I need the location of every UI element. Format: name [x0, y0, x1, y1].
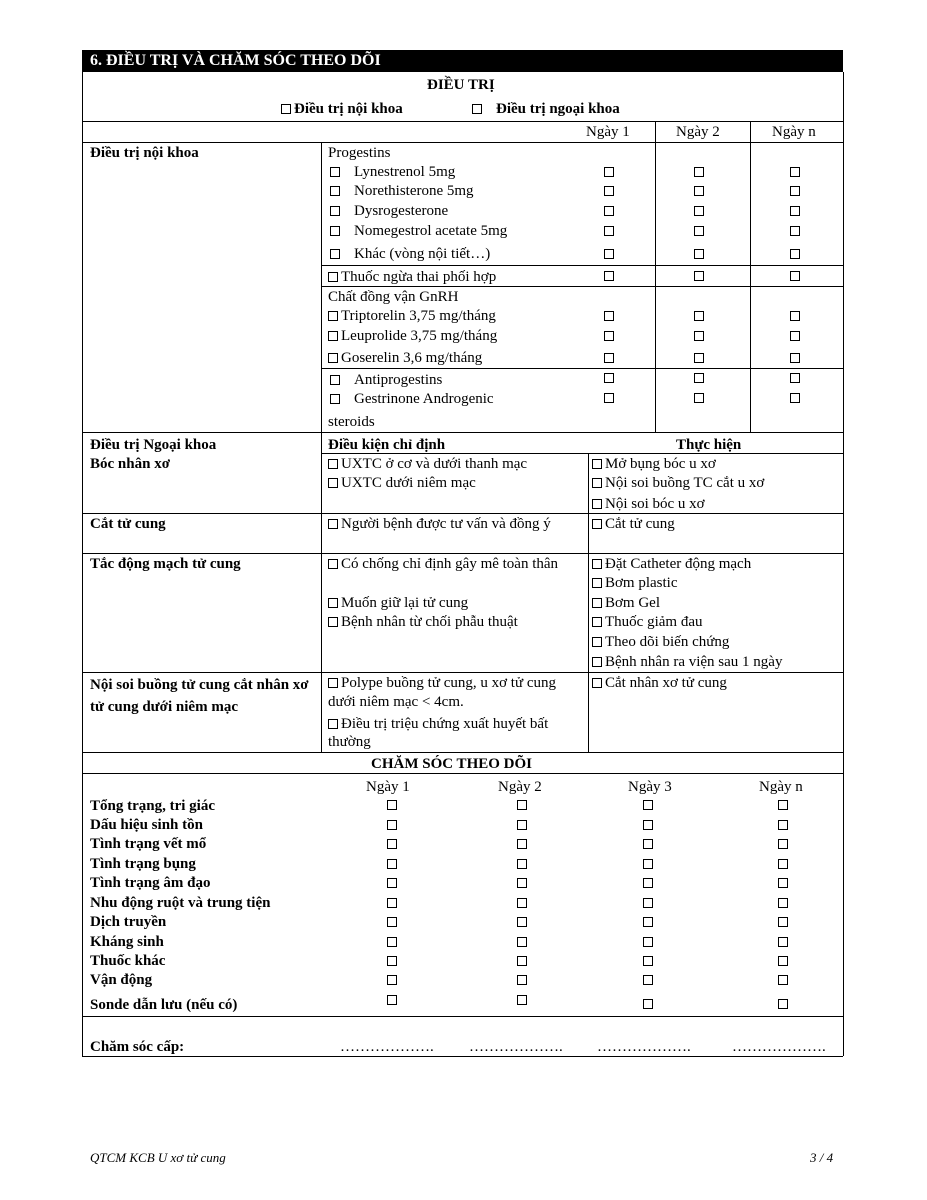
- checkbox-icon[interactable]: [778, 859, 788, 869]
- drug-item[interactable]: Goserelin 3,6 mg/tháng: [328, 349, 482, 367]
- checkbox-icon[interactable]: [778, 898, 788, 908]
- action-item[interactable]: Bệnh nhân ra viện sau 1 ngày: [592, 653, 782, 671]
- checkbox-icon[interactable]: [328, 559, 338, 569]
- drug-item[interactable]: Dysrogesterone: [330, 202, 448, 220]
- checkbox-icon[interactable]: [387, 995, 397, 1005]
- care-day-header: Ngày 3: [628, 779, 672, 795]
- checkbox-icon[interactable]: [790, 353, 800, 363]
- progestins-heading: Progestins: [328, 145, 391, 161]
- checkbox-icon[interactable]: [328, 478, 338, 488]
- col-execution: Thực hiện: [676, 437, 742, 453]
- checkbox-icon[interactable]: [328, 719, 338, 729]
- checkbox-icon[interactable]: [778, 975, 788, 985]
- action-item[interactable]: Bơm plastic: [592, 574, 678, 592]
- surgery-label: Tắc động mạch tử cung: [90, 556, 241, 572]
- care-day-header: Ngày 2: [498, 779, 542, 795]
- drug-item[interactable]: Triptorelin 3,75 mg/tháng: [328, 307, 496, 325]
- checkbox-icon[interactable]: [387, 859, 397, 869]
- day-header-n: Ngày n: [772, 124, 816, 140]
- checkbox-icon[interactable]: [517, 956, 527, 966]
- checkbox-icon[interactable]: [643, 800, 653, 810]
- checkbox-icon[interactable]: [517, 878, 527, 888]
- checkbox-icon[interactable]: [328, 353, 338, 363]
- care-item: Tình trạng âm đạo: [90, 875, 211, 891]
- care-level-field[interactable]: ……………….: [732, 1039, 826, 1055]
- checkbox-icon[interactable]: [517, 995, 527, 1005]
- checkbox-icon[interactable]: [330, 206, 340, 216]
- checkbox-icon[interactable]: [604, 353, 614, 363]
- checkbox-icon[interactable]: [778, 937, 788, 947]
- checkbox-icon[interactable]: [643, 820, 653, 830]
- drug-item[interactable]: Thuốc ngừa thai phối hợp: [328, 268, 496, 286]
- checkbox-icon[interactable]: [643, 898, 653, 908]
- checkbox-icon[interactable]: [328, 678, 338, 688]
- care-item: Tình trạng vết mổ: [90, 836, 207, 852]
- care-item: Tình trạng bụng: [90, 856, 196, 872]
- checkbox-icon[interactable]: [790, 331, 800, 341]
- checkbox-icon[interactable]: [328, 331, 338, 341]
- checkbox-icon[interactable]: [694, 206, 704, 216]
- checkbox-icon[interactable]: [790, 393, 800, 403]
- indication-item[interactable]: Polype buồng tử cung, u xơ tử cung dưới niêm mạc < 4cm.: [328, 675, 557, 710]
- action-item[interactable]: Bơm Gel: [592, 594, 660, 612]
- checkbox-icon[interactable]: [790, 186, 800, 196]
- care-item: Sonde dẫn lưu (nếu có): [90, 997, 238, 1013]
- checkbox-icon[interactable]: [517, 898, 527, 908]
- drug-item[interactable]: Antiprogestins: [330, 371, 442, 389]
- checkbox-icon[interactable]: [790, 167, 800, 177]
- checkbox-icon[interactable]: [328, 459, 338, 469]
- gnrh-heading: Chất đồng vận GnRH: [328, 289, 459, 305]
- care-item: Dịch truyền: [90, 914, 167, 930]
- surgical-label: Điều trị Ngoại khoa: [90, 437, 217, 453]
- checkbox-icon[interactable]: [694, 271, 704, 281]
- checkbox-icon[interactable]: [604, 226, 614, 236]
- checkbox-icon[interactable]: [604, 206, 614, 216]
- treatment-heading: ĐIỀU TRỊ: [427, 77, 495, 93]
- care-level-field[interactable]: ……………….: [597, 1039, 691, 1055]
- checkbox-icon[interactable]: [604, 167, 614, 177]
- surgery-label: Bóc nhân xơ: [90, 456, 170, 472]
- surgery-label: Cắt tử cung: [90, 516, 166, 532]
- checkbox-icon[interactable]: [694, 226, 704, 236]
- checkbox-icon[interactable]: [330, 249, 340, 259]
- drug-item-cont: steroids: [328, 414, 375, 430]
- col-indication: Điều kiện chỉ định: [328, 437, 446, 453]
- action-item[interactable]: Nội soi bóc u xơ: [592, 495, 705, 513]
- checkbox-icon[interactable]: [694, 249, 704, 259]
- checkbox-icon[interactable]: [330, 226, 340, 236]
- checkbox-icon[interactable]: [604, 311, 614, 321]
- checkbox-icon[interactable]: [387, 800, 397, 810]
- checkbox-icon[interactable]: [694, 311, 704, 321]
- checkbox-icon[interactable]: [517, 917, 527, 927]
- care-heading: CHĂM SÓC THEO DÕI: [371, 756, 532, 772]
- checkbox-icon[interactable]: [604, 393, 614, 403]
- checkbox-icon[interactable]: [694, 167, 704, 177]
- drug-item[interactable]: Leuprolide 3,75 mg/tháng: [328, 327, 497, 345]
- checkbox-icon[interactable]: [790, 226, 800, 236]
- drug-item[interactable]: Lynestrenol 5mg: [330, 163, 455, 181]
- checkbox-icon[interactable]: [517, 839, 527, 849]
- checkbox-icon[interactable]: [790, 373, 800, 383]
- action-item[interactable]: Cắt nhân xơ tử cung: [592, 674, 727, 692]
- checkbox-icon[interactable]: [643, 937, 653, 947]
- checkbox-icon[interactable]: [778, 800, 788, 810]
- checkbox-icon[interactable]: [387, 917, 397, 927]
- indication-item[interactable]: Có chống chỉ định gây mê toàn thân: [328, 555, 580, 574]
- drug-item[interactable]: Gestrinone Androgenic: [330, 390, 494, 408]
- indication-item[interactable]: Điều trị triệu chứng xuất huyết bất thường: [328, 716, 549, 750]
- checkbox-icon[interactable]: [330, 167, 340, 177]
- indication-item[interactable]: UXTC dưới niêm mạc: [328, 474, 476, 492]
- checkbox-icon[interactable]: [328, 598, 338, 608]
- checkbox-icon[interactable]: [694, 373, 704, 383]
- checkbox-icon[interactable]: [592, 657, 602, 667]
- checkbox-icon[interactable]: [643, 839, 653, 849]
- checkbox-icon[interactable]: [517, 937, 527, 947]
- action-item[interactable]: Đặt Catheter động mạch: [592, 555, 751, 573]
- checkbox-icon[interactable]: [778, 999, 788, 1009]
- checkbox-icon[interactable]: [643, 859, 653, 869]
- checkbox-icon[interactable]: [778, 820, 788, 830]
- checkbox-icon[interactable]: [592, 578, 602, 588]
- checkbox-icon[interactable]: [592, 559, 602, 569]
- action-item[interactable]: Cắt tử cung: [592, 515, 675, 533]
- checkbox-icon[interactable]: [643, 917, 653, 927]
- checkbox-icon[interactable]: [517, 800, 527, 810]
- checkbox-icon[interactable]: [592, 499, 602, 509]
- checkbox-icon[interactable]: [387, 820, 397, 830]
- care-item: Dấu hiệu sinh tồn: [90, 817, 203, 833]
- care-level-field[interactable]: ……………….: [340, 1039, 434, 1055]
- care-item: Kháng sinh: [90, 934, 164, 950]
- action-item[interactable]: Mở bụng bóc u xơ: [592, 455, 716, 473]
- indication-item[interactable]: Người bệnh được tư vấn và đồng ý: [328, 515, 580, 534]
- checkbox-icon[interactable]: [790, 311, 800, 321]
- drug-item[interactable]: Khác (vòng nội tiết…): [330, 245, 490, 263]
- checkbox-icon[interactable]: [790, 206, 800, 216]
- footer-doc-title: QTCM KCB U xơ tử cung: [90, 1150, 226, 1165]
- care-level-field[interactable]: ……………….: [469, 1039, 563, 1055]
- checkbox-icon[interactable]: [592, 459, 602, 469]
- action-item[interactable]: Nội soi buồng TC cắt u xơ: [592, 474, 764, 492]
- footer-page-number: 3 / 4: [810, 1150, 834, 1165]
- checkbox-icon[interactable]: [330, 375, 340, 385]
- checkbox-icon[interactable]: [387, 878, 397, 888]
- checkbox-icon[interactable]: [330, 394, 340, 404]
- surgery-label: Nội soi buồng tử cung cắt nhân xơ tử cung dưới niêm mạc: [90, 677, 309, 715]
- checkbox-icon[interactable]: [778, 917, 788, 927]
- checkbox-icon[interactable]: [694, 186, 704, 196]
- action-item[interactable]: Thuốc giảm đau: [592, 613, 702, 631]
- day-header-1: Ngày 1: [586, 124, 630, 140]
- checkbox-icon[interactable]: [694, 353, 704, 363]
- care-item: Tổng trạng, tri giác: [90, 798, 215, 814]
- checkbox-icon[interactable]: [330, 186, 340, 196]
- indication-item[interactable]: Bệnh nhân từ chối phẫu thuật: [328, 613, 518, 631]
- checkbox-icon[interactable]: [281, 104, 291, 114]
- indication-item[interactable]: Muốn giữ lại tử cung: [328, 594, 468, 612]
- checkbox-icon[interactable]: [328, 519, 338, 529]
- checkbox-icon[interactable]: [592, 478, 602, 488]
- checkbox-icon[interactable]: [387, 937, 397, 947]
- checkbox-icon[interactable]: [643, 999, 653, 1009]
- drug-item[interactable]: Norethisterone 5mg: [330, 182, 474, 200]
- indication-item[interactable]: UXTC ở cơ và dưới thanh mạc: [328, 455, 527, 473]
- checkbox-icon[interactable]: [517, 859, 527, 869]
- checkbox-icon[interactable]: [328, 311, 338, 321]
- section-title: 6. ĐIỀU TRỊ VÀ CHĂM SÓC THEO DÕI: [82, 50, 843, 72]
- checkbox-icon[interactable]: [472, 104, 482, 114]
- care-day-header: Ngày 1: [366, 779, 410, 795]
- checkbox-icon[interactable]: [694, 393, 704, 403]
- checkbox-icon[interactable]: [328, 617, 338, 627]
- checkbox-icon[interactable]: [592, 519, 602, 529]
- checkbox-icon[interactable]: [643, 956, 653, 966]
- care-level-label: Chăm sóc cấp:: [90, 1039, 185, 1055]
- checkbox-icon[interactable]: [643, 878, 653, 888]
- checkbox-icon[interactable]: [387, 898, 397, 908]
- checkbox-icon[interactable]: [387, 975, 397, 985]
- checkbox-icon[interactable]: [517, 820, 527, 830]
- checkbox-icon[interactable]: [643, 975, 653, 985]
- checkbox-icon[interactable]: [604, 271, 614, 281]
- drug-item[interactable]: Nomegestrol acetate 5mg: [330, 222, 507, 240]
- checkbox-icon[interactable]: [387, 839, 397, 849]
- checkbox-icon[interactable]: [778, 878, 788, 888]
- internal-label: Điều trị nội khoa: [90, 145, 199, 161]
- checkbox-icon[interactable]: [604, 186, 614, 196]
- checkbox-icon[interactable]: [604, 331, 614, 341]
- checkbox-icon[interactable]: [387, 956, 397, 966]
- checkbox-icon[interactable]: [790, 249, 800, 259]
- checkbox-icon[interactable]: [592, 637, 602, 647]
- care-item: Nhu động ruột và trung tiện: [90, 895, 271, 911]
- checkbox-icon[interactable]: [517, 975, 527, 985]
- care-item: Thuốc khác: [90, 953, 166, 969]
- checkbox-icon[interactable]: [592, 598, 602, 608]
- checkbox-icon[interactable]: [604, 373, 614, 383]
- checkbox-icon[interactable]: [778, 839, 788, 849]
- day-header-2: Ngày 2: [676, 124, 720, 140]
- checkbox-icon[interactable]: [790, 271, 800, 281]
- option-surgical[interactable]: Điều trị ngoại khoa: [472, 100, 620, 118]
- care-item: Vận động: [90, 972, 153, 988]
- checkbox-icon[interactable]: [592, 678, 602, 688]
- checkbox-icon[interactable]: [694, 331, 704, 341]
- checkbox-icon[interactable]: [778, 956, 788, 966]
- checkbox-icon[interactable]: [592, 617, 602, 627]
- checkbox-icon[interactable]: [328, 272, 338, 282]
- care-day-header: Ngày n: [759, 779, 803, 795]
- checkbox-icon[interactable]: [604, 249, 614, 259]
- option-internal[interactable]: Điều trị nội khoa: [281, 100, 403, 118]
- action-item[interactable]: Theo dõi biến chứng: [592, 633, 729, 651]
